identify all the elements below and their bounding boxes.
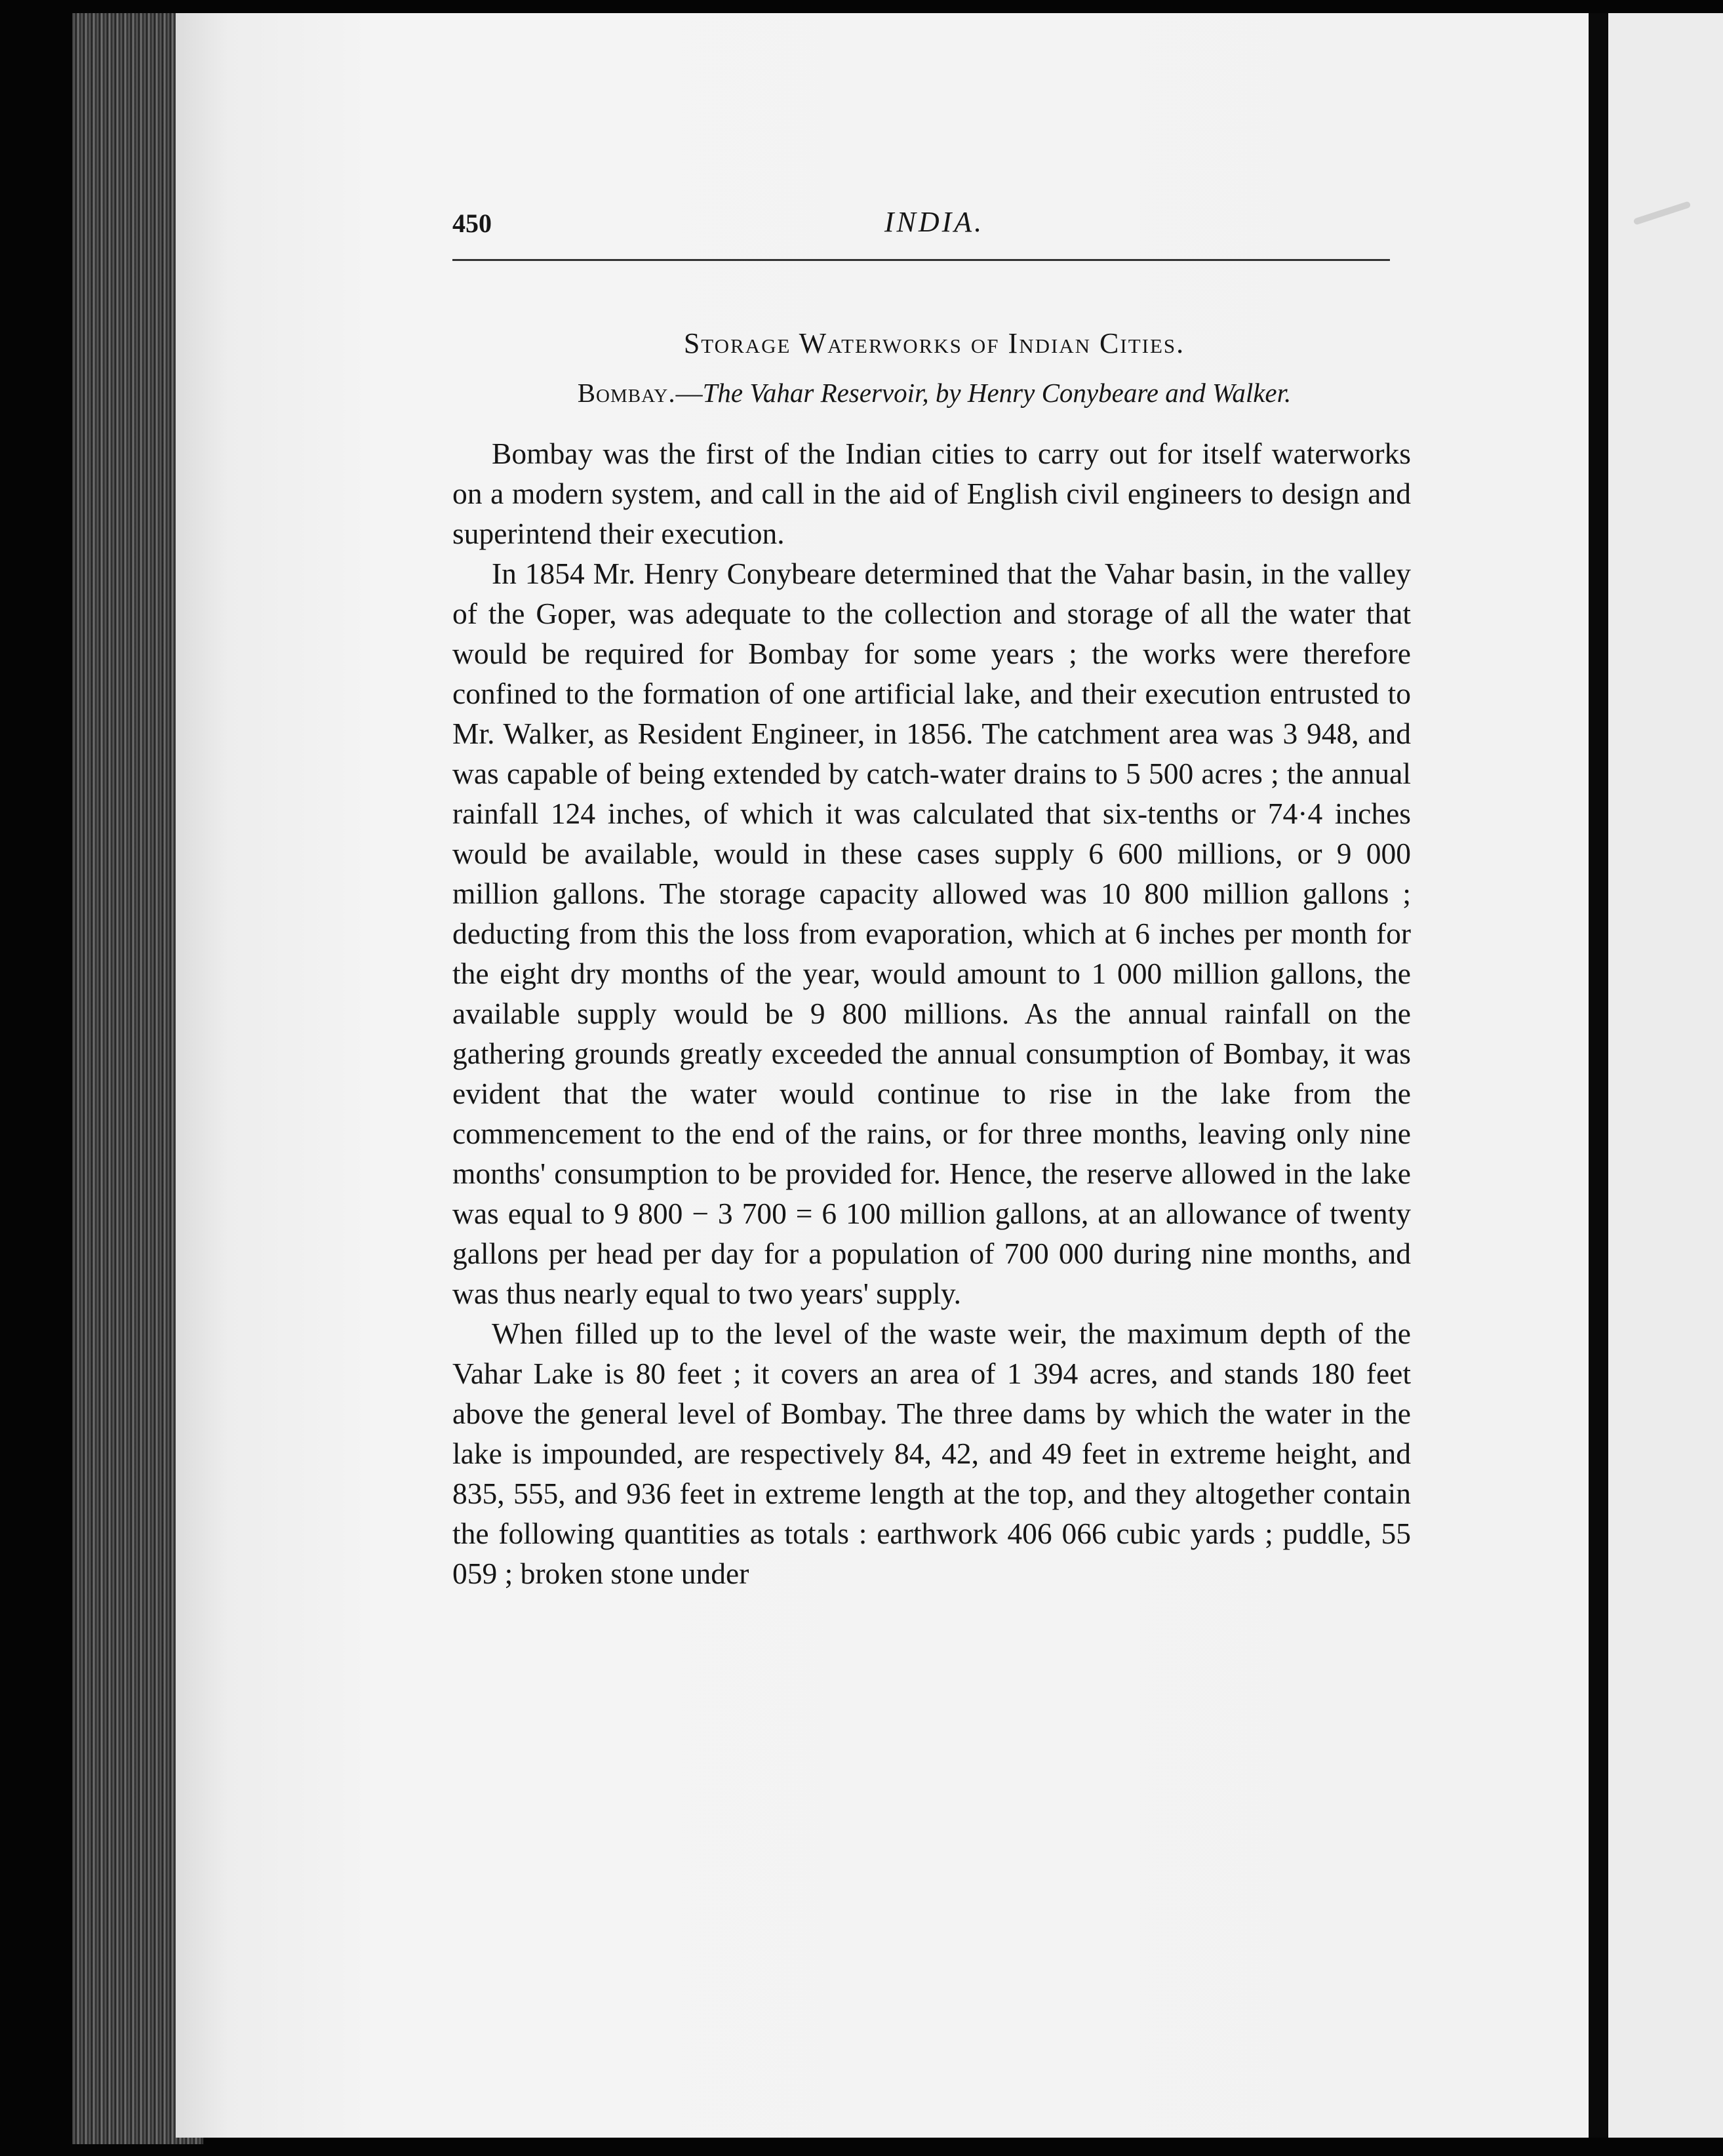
- paragraph: In 1854 Mr. Henry Conybeare determined that the Vahar basin, in the valley of the Goper, was adequate to the collection and storage of all the water that would be required for Bombay for some years ; the works were therefore confined to the formation of one artificial lake, and their execution entrusted to Mr. Walker, as Resident Engineer, in 1856. The catchment area was 3 948, and was capable of being extended by catch-water drains to 5 500 acres ; the annual rainfall 124 inches, of which it was calculated that six-tenths or 74·4 inches would be available, would in these cases supply 6 600 millions, or 9 000 million gallons. The storage capacity allowed was 10 800 million gallons ; deducting from this the loss from evaporation, which at 6 inches per month for the eight dry months of the year, would amount to 1 000 million gallons, the available supply would be 9 800 millions. As the annual rainfall on the gathering grounds greatly exceeded the annual consumption of Bombay, it was evident that the water would continue to rise in the lake from the commencement to the end of the rains, or for three months, leaving only nine months' consumption to be provided for. Hence, the reserve allowed in the lake was equal to 9 800 − 3 700 = 6 100 million gallons, at an allowance of twenty gallons per head per day for a population of 700 000 during nine months, and was thus nearly equal to two years' supply.: [452, 557, 1411, 1310]
- running-title: INDIA.: [884, 206, 985, 238]
- subheading-place: Bombay.: [577, 378, 676, 408]
- page-content: [452, 200, 1416, 1593]
- running-header: [452, 200, 1416, 246]
- subheading-dash: —: [675, 378, 703, 408]
- book-gutter: [1589, 13, 1608, 2138]
- header-rule: [452, 259, 1390, 261]
- body-text: [452, 433, 1411, 1593]
- section-heading: Storage Waterworks of Indian Cities.: [683, 327, 1185, 359]
- facing-page: [1608, 13, 1723, 2138]
- subheading: [452, 377, 1416, 409]
- page-number: 450: [452, 209, 492, 238]
- paragraph: When filled up to the level of the waste weir, the maximum depth of the Vahar Lake is 80 feet ; it covers an area of 1 394 acres, and stands 180 feet above the general level of Bombay. The three dams by which the water in the lake is impounded, are respectively 84, 42, and 49 feet in extreme height, and 835, 555, and 936 feet in extreme length at the top, and they altogether contain the following quantities as totals : earthwork 406 066 cubic yards ; puddle, 55 059 ; broken stone under: [452, 1317, 1411, 1590]
- paragraph: Bombay was the first of the Indian cities to carry out for itself waterworks on a modern system, and call in the aid of English civil engineers to design and superintend their execution.: [452, 437, 1411, 550]
- subheading-title: The Vahar Reservoir, by Henry Conybeare and Walker.: [702, 378, 1292, 408]
